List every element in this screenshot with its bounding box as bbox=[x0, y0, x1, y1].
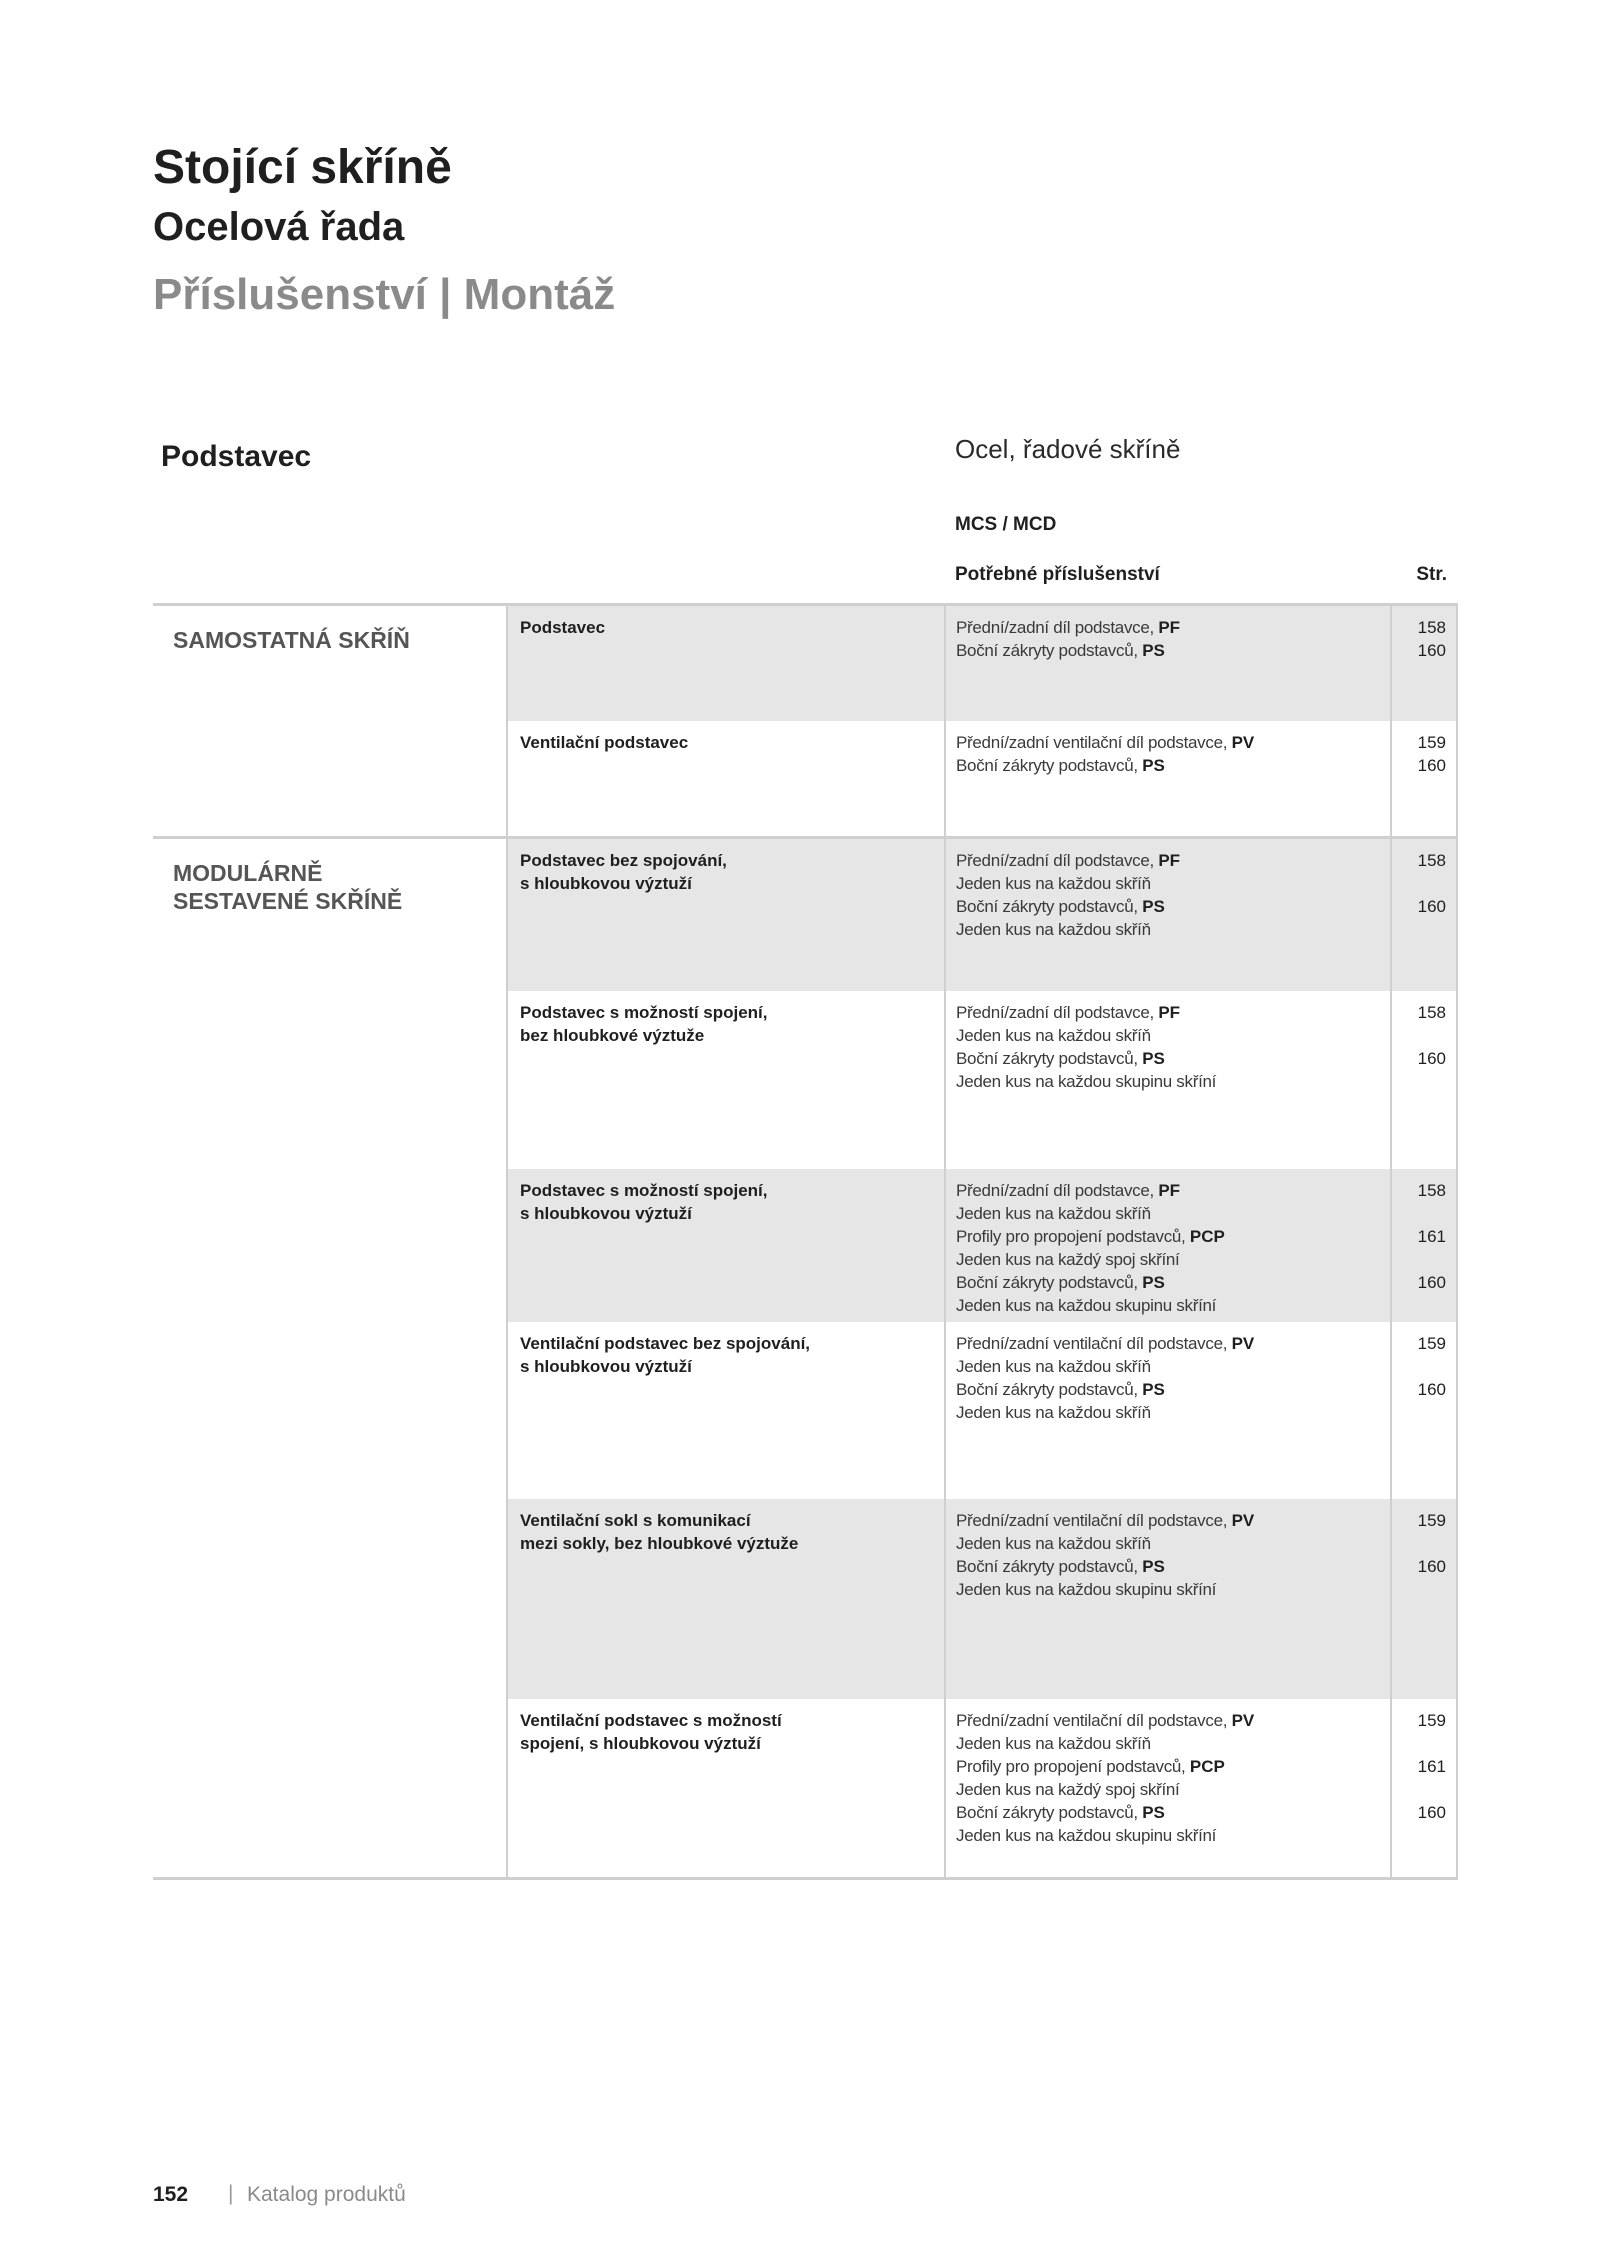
accessory-line bbox=[956, 1532, 1384, 1555]
accessory-code: PS bbox=[1142, 897, 1165, 916]
table-row bbox=[506, 606, 1458, 721]
table-row bbox=[506, 1499, 1458, 1699]
table-group bbox=[153, 606, 1458, 836]
accessory-code: PV bbox=[1231, 733, 1255, 752]
page-ref bbox=[1392, 1778, 1446, 1801]
base-type-line: Podstavec s možností spojení, bbox=[520, 1003, 768, 1022]
page-ref bbox=[1392, 1202, 1446, 1225]
table-row bbox=[506, 1169, 1458, 1322]
accessory-text: Profily pro propojení podstavců, bbox=[956, 1227, 1190, 1246]
accessory-text: Přední/zadní díl podstavce, bbox=[956, 851, 1159, 870]
table-row bbox=[506, 839, 1458, 991]
accessory-line bbox=[956, 1202, 1384, 1225]
table-row bbox=[506, 721, 1458, 836]
accessory-code: PS bbox=[1142, 1273, 1165, 1292]
page-ref bbox=[1392, 1355, 1446, 1378]
base-type-line: Podstavec bbox=[520, 618, 606, 637]
accessory-line bbox=[956, 1755, 1384, 1778]
group-label bbox=[153, 839, 506, 1877]
page-ref-cell bbox=[1390, 839, 1458, 991]
section-title: Podstavec bbox=[161, 440, 312, 473]
page-ref bbox=[1392, 1532, 1446, 1555]
accessory-text: Přední/zadní díl podstavce, bbox=[956, 1003, 1159, 1022]
accessory-text: Jeden kus na každou skříň bbox=[956, 1026, 1151, 1045]
footer-separator: | bbox=[228, 2182, 234, 2205]
accessory-code: PS bbox=[1142, 1380, 1165, 1399]
accessories-cell bbox=[944, 606, 1390, 721]
group-label-line: SAMOSTATNÁ SKŘÍŇ bbox=[173, 627, 410, 653]
accessory-code: PF bbox=[1158, 1003, 1181, 1022]
group-rows bbox=[506, 839, 1458, 1877]
accessory-line bbox=[956, 1070, 1384, 1093]
table-row bbox=[506, 1322, 1458, 1499]
accessory-text: Jeden kus na každou skupinu skříní bbox=[956, 1580, 1217, 1599]
base-type-line: Ventilační podstavec bbox=[520, 733, 689, 752]
base-type-cell bbox=[506, 1499, 944, 1699]
base-type-line: Podstavec bez spojování, bbox=[520, 851, 727, 870]
accessory-line bbox=[956, 1509, 1384, 1532]
page-ref-cell bbox=[1390, 1699, 1458, 1877]
accessory-code: PV bbox=[1231, 1711, 1255, 1730]
base-type-line: s hloubkovou výztuží bbox=[520, 874, 692, 893]
accessory-text: Přední/zadní ventilační díl podstavce, bbox=[956, 1511, 1232, 1530]
page-ref bbox=[1392, 1248, 1446, 1271]
page-ref bbox=[1392, 1070, 1446, 1093]
page-ref bbox=[1392, 1732, 1446, 1755]
accessory-line bbox=[956, 1248, 1384, 1271]
group-label-line: MODULÁRNĚ bbox=[173, 860, 323, 886]
accessory-line bbox=[956, 849, 1384, 872]
accessory-line bbox=[956, 872, 1384, 895]
accessory-line bbox=[956, 1355, 1384, 1378]
accessories-cell bbox=[944, 1169, 1390, 1322]
accessory-text: Přední/zadní ventilační díl podstavce, bbox=[956, 1711, 1232, 1730]
accessory-text: Přední/zadní díl podstavce, bbox=[956, 618, 1159, 637]
accessory-text: Jeden kus na každý spoj skříní bbox=[956, 1250, 1180, 1269]
accessory-text: Boční zákryty podstavců, bbox=[956, 1273, 1143, 1292]
accessory-text: Jeden kus na každou skupinu skříní bbox=[956, 1072, 1217, 1091]
page-ref: 160 bbox=[1417, 1803, 1446, 1822]
page-ref bbox=[1392, 1401, 1446, 1424]
page-ref: 161 bbox=[1417, 1757, 1446, 1776]
page-ref: 158 bbox=[1417, 851, 1446, 870]
base-type-line: s hloubkovou výztuží bbox=[520, 1204, 692, 1223]
accessory-line bbox=[956, 895, 1384, 918]
accessory-text: Jeden kus na každou skříň bbox=[956, 1734, 1151, 1753]
accessory-line bbox=[956, 918, 1384, 941]
accessory-line bbox=[956, 1732, 1384, 1755]
accessory-line bbox=[956, 1709, 1384, 1732]
accessory-code: PV bbox=[1231, 1334, 1255, 1353]
accessory-text: Přední/zadní ventilační díl podstavce, bbox=[956, 1334, 1232, 1353]
base-type-cell bbox=[506, 839, 944, 991]
accessory-text: Jeden kus na každou skříň bbox=[956, 1534, 1151, 1553]
accessory-text: Boční zákryty podstavců, bbox=[956, 1557, 1143, 1576]
accessory-text: Profily pro propojení podstavců, bbox=[956, 1757, 1190, 1776]
group-rows bbox=[506, 606, 1458, 836]
page-ref-cell bbox=[1390, 606, 1458, 721]
accessory-line bbox=[956, 754, 1384, 777]
page-ref: 159 bbox=[1417, 733, 1446, 752]
base-type-cell bbox=[506, 1322, 944, 1499]
page-ref: 160 bbox=[1417, 1557, 1446, 1576]
accessory-code: PS bbox=[1142, 1049, 1165, 1068]
base-type-line: mezi sokly, bez hloubkové výztuže bbox=[520, 1534, 799, 1553]
accessory-code: PS bbox=[1142, 641, 1165, 660]
page-topic: Příslušenství | Montáž bbox=[153, 270, 616, 319]
page-ref: 160 bbox=[1417, 641, 1446, 660]
accessory-line bbox=[956, 1801, 1384, 1824]
accessory-code: PF bbox=[1158, 1181, 1181, 1200]
accessory-text: Boční zákryty podstavců, bbox=[956, 897, 1143, 916]
page-ref: 160 bbox=[1417, 756, 1446, 775]
accessories-column-header: Potřebné příslušenství bbox=[955, 564, 1160, 585]
page-ref-cell bbox=[1390, 1169, 1458, 1322]
page-ref bbox=[1392, 1024, 1446, 1047]
accessory-line bbox=[956, 1824, 1384, 1847]
page-ref bbox=[1392, 918, 1446, 941]
accessory-text: Boční zákryty podstavců, bbox=[956, 641, 1143, 660]
accessory-text: Jeden kus na každou skupinu skříní bbox=[956, 1826, 1217, 1845]
group-label-line: SESTAVENÉ SKŘÍNĚ bbox=[173, 888, 403, 914]
base-type-line: bez hloubkové výztuže bbox=[520, 1026, 705, 1045]
accessory-text: Jeden kus na každou skříň bbox=[956, 874, 1151, 893]
accessory-line bbox=[956, 1271, 1384, 1294]
accessories-cell bbox=[944, 1699, 1390, 1877]
accessory-line bbox=[956, 1378, 1384, 1401]
accessory-text: Jeden kus na každou skříň bbox=[956, 920, 1151, 939]
accessory-line bbox=[956, 1778, 1384, 1801]
page-ref: 158 bbox=[1417, 618, 1446, 637]
base-type-line: spojení, s hloubkovou výztuží bbox=[520, 1734, 761, 1753]
accessories-cell bbox=[944, 991, 1390, 1169]
accessory-text: Jeden kus na každou skříň bbox=[956, 1204, 1151, 1223]
accessory-line bbox=[956, 1332, 1384, 1355]
accessory-text: Jeden kus na každou skříň bbox=[956, 1403, 1151, 1422]
page-ref: 158 bbox=[1417, 1003, 1446, 1022]
series-heading: MCS / MCD bbox=[955, 514, 1057, 535]
accessory-code: PF bbox=[1158, 851, 1181, 870]
base-type-line: Ventilační podstavec bez spojování, bbox=[520, 1334, 811, 1353]
accessories-cell bbox=[944, 721, 1390, 836]
base-type-cell bbox=[506, 721, 944, 836]
page-ref bbox=[1392, 1294, 1446, 1317]
page-ref: 159 bbox=[1417, 1711, 1446, 1730]
page-column-header: Str. bbox=[1416, 564, 1447, 585]
table-row bbox=[506, 991, 1458, 1169]
accessory-text: Přední/zadní ventilační díl podstavce, bbox=[956, 733, 1232, 752]
page-ref: 160 bbox=[1417, 1273, 1446, 1292]
material-heading: Ocel, řadové skříně bbox=[955, 434, 1181, 464]
accessory-code: PCP bbox=[1189, 1757, 1225, 1776]
page-ref-cell bbox=[1390, 1499, 1458, 1699]
base-type-line: s hloubkovou výztuží bbox=[520, 1357, 692, 1376]
accessory-code: PS bbox=[1142, 756, 1165, 775]
accessory-text: Jeden kus na každý spoj skříní bbox=[956, 1780, 1180, 1799]
base-type-cell bbox=[506, 1169, 944, 1322]
page-ref: 160 bbox=[1417, 1380, 1446, 1399]
footer-catalog-label: Katalog produktů bbox=[247, 2183, 406, 2206]
accessory-text: Přední/zadní díl podstavce, bbox=[956, 1181, 1159, 1200]
accessory-text: Boční zákryty podstavců, bbox=[956, 756, 1143, 775]
accessories-table bbox=[153, 603, 1458, 1880]
page-ref-cell bbox=[1390, 1322, 1458, 1499]
page-ref: 158 bbox=[1417, 1181, 1446, 1200]
page-subtitle: Ocelová řada bbox=[153, 205, 405, 249]
table-group bbox=[153, 836, 1458, 1877]
accessory-text: Jeden kus na každou skupinu skříní bbox=[956, 1296, 1217, 1315]
accessory-text: Boční zákryty podstavců, bbox=[956, 1049, 1143, 1068]
page-ref bbox=[1392, 1824, 1446, 1847]
accessory-code: PCP bbox=[1189, 1227, 1225, 1246]
base-type-line: Ventilační sokl s komunikací bbox=[520, 1511, 751, 1530]
group-label bbox=[153, 606, 506, 836]
page-ref: 160 bbox=[1417, 897, 1446, 916]
footer-page-number: 152 bbox=[153, 2183, 189, 2206]
accessory-line bbox=[956, 1401, 1384, 1424]
page-ref: 159 bbox=[1417, 1511, 1446, 1530]
base-type-line: Ventilační podstavec s možností bbox=[520, 1711, 782, 1730]
accessory-line bbox=[956, 616, 1384, 639]
accessory-text: Boční zákryty podstavců, bbox=[956, 1380, 1143, 1399]
accessory-line bbox=[956, 731, 1384, 754]
base-type-cell bbox=[506, 1699, 944, 1877]
accessories-cell bbox=[944, 1499, 1390, 1699]
table-row bbox=[506, 1699, 1458, 1877]
page-ref-cell bbox=[1390, 721, 1458, 836]
page-ref bbox=[1392, 872, 1446, 895]
base-type-cell bbox=[506, 991, 944, 1169]
page-ref: 159 bbox=[1417, 1334, 1446, 1353]
page-ref bbox=[1392, 1578, 1446, 1601]
accessory-line bbox=[956, 639, 1384, 662]
base-type-line: Podstavec s možností spojení, bbox=[520, 1181, 768, 1200]
accessory-text: Jeden kus na každou skříň bbox=[956, 1357, 1151, 1376]
accessory-line bbox=[956, 1555, 1384, 1578]
accessory-text: Boční zákryty podstavců, bbox=[956, 1803, 1143, 1822]
page-title: Stojící skříně bbox=[153, 141, 452, 194]
accessory-code: PF bbox=[1158, 618, 1181, 637]
accessories-cell bbox=[944, 839, 1390, 991]
page-ref: 161 bbox=[1417, 1227, 1446, 1246]
page-ref-cell bbox=[1390, 991, 1458, 1169]
accessory-code: PV bbox=[1231, 1511, 1255, 1530]
accessory-code: PS bbox=[1142, 1557, 1165, 1576]
accessory-line bbox=[956, 1047, 1384, 1070]
accessory-line bbox=[956, 1578, 1384, 1601]
accessory-line bbox=[956, 1024, 1384, 1047]
page-ref: 160 bbox=[1417, 1049, 1446, 1068]
accessories-cell bbox=[944, 1322, 1390, 1499]
accessory-code: PS bbox=[1142, 1803, 1165, 1822]
accessory-line bbox=[956, 1225, 1384, 1248]
accessory-line bbox=[956, 1001, 1384, 1024]
accessory-line bbox=[956, 1294, 1384, 1317]
base-type-cell bbox=[506, 606, 944, 721]
accessory-line bbox=[956, 1179, 1384, 1202]
